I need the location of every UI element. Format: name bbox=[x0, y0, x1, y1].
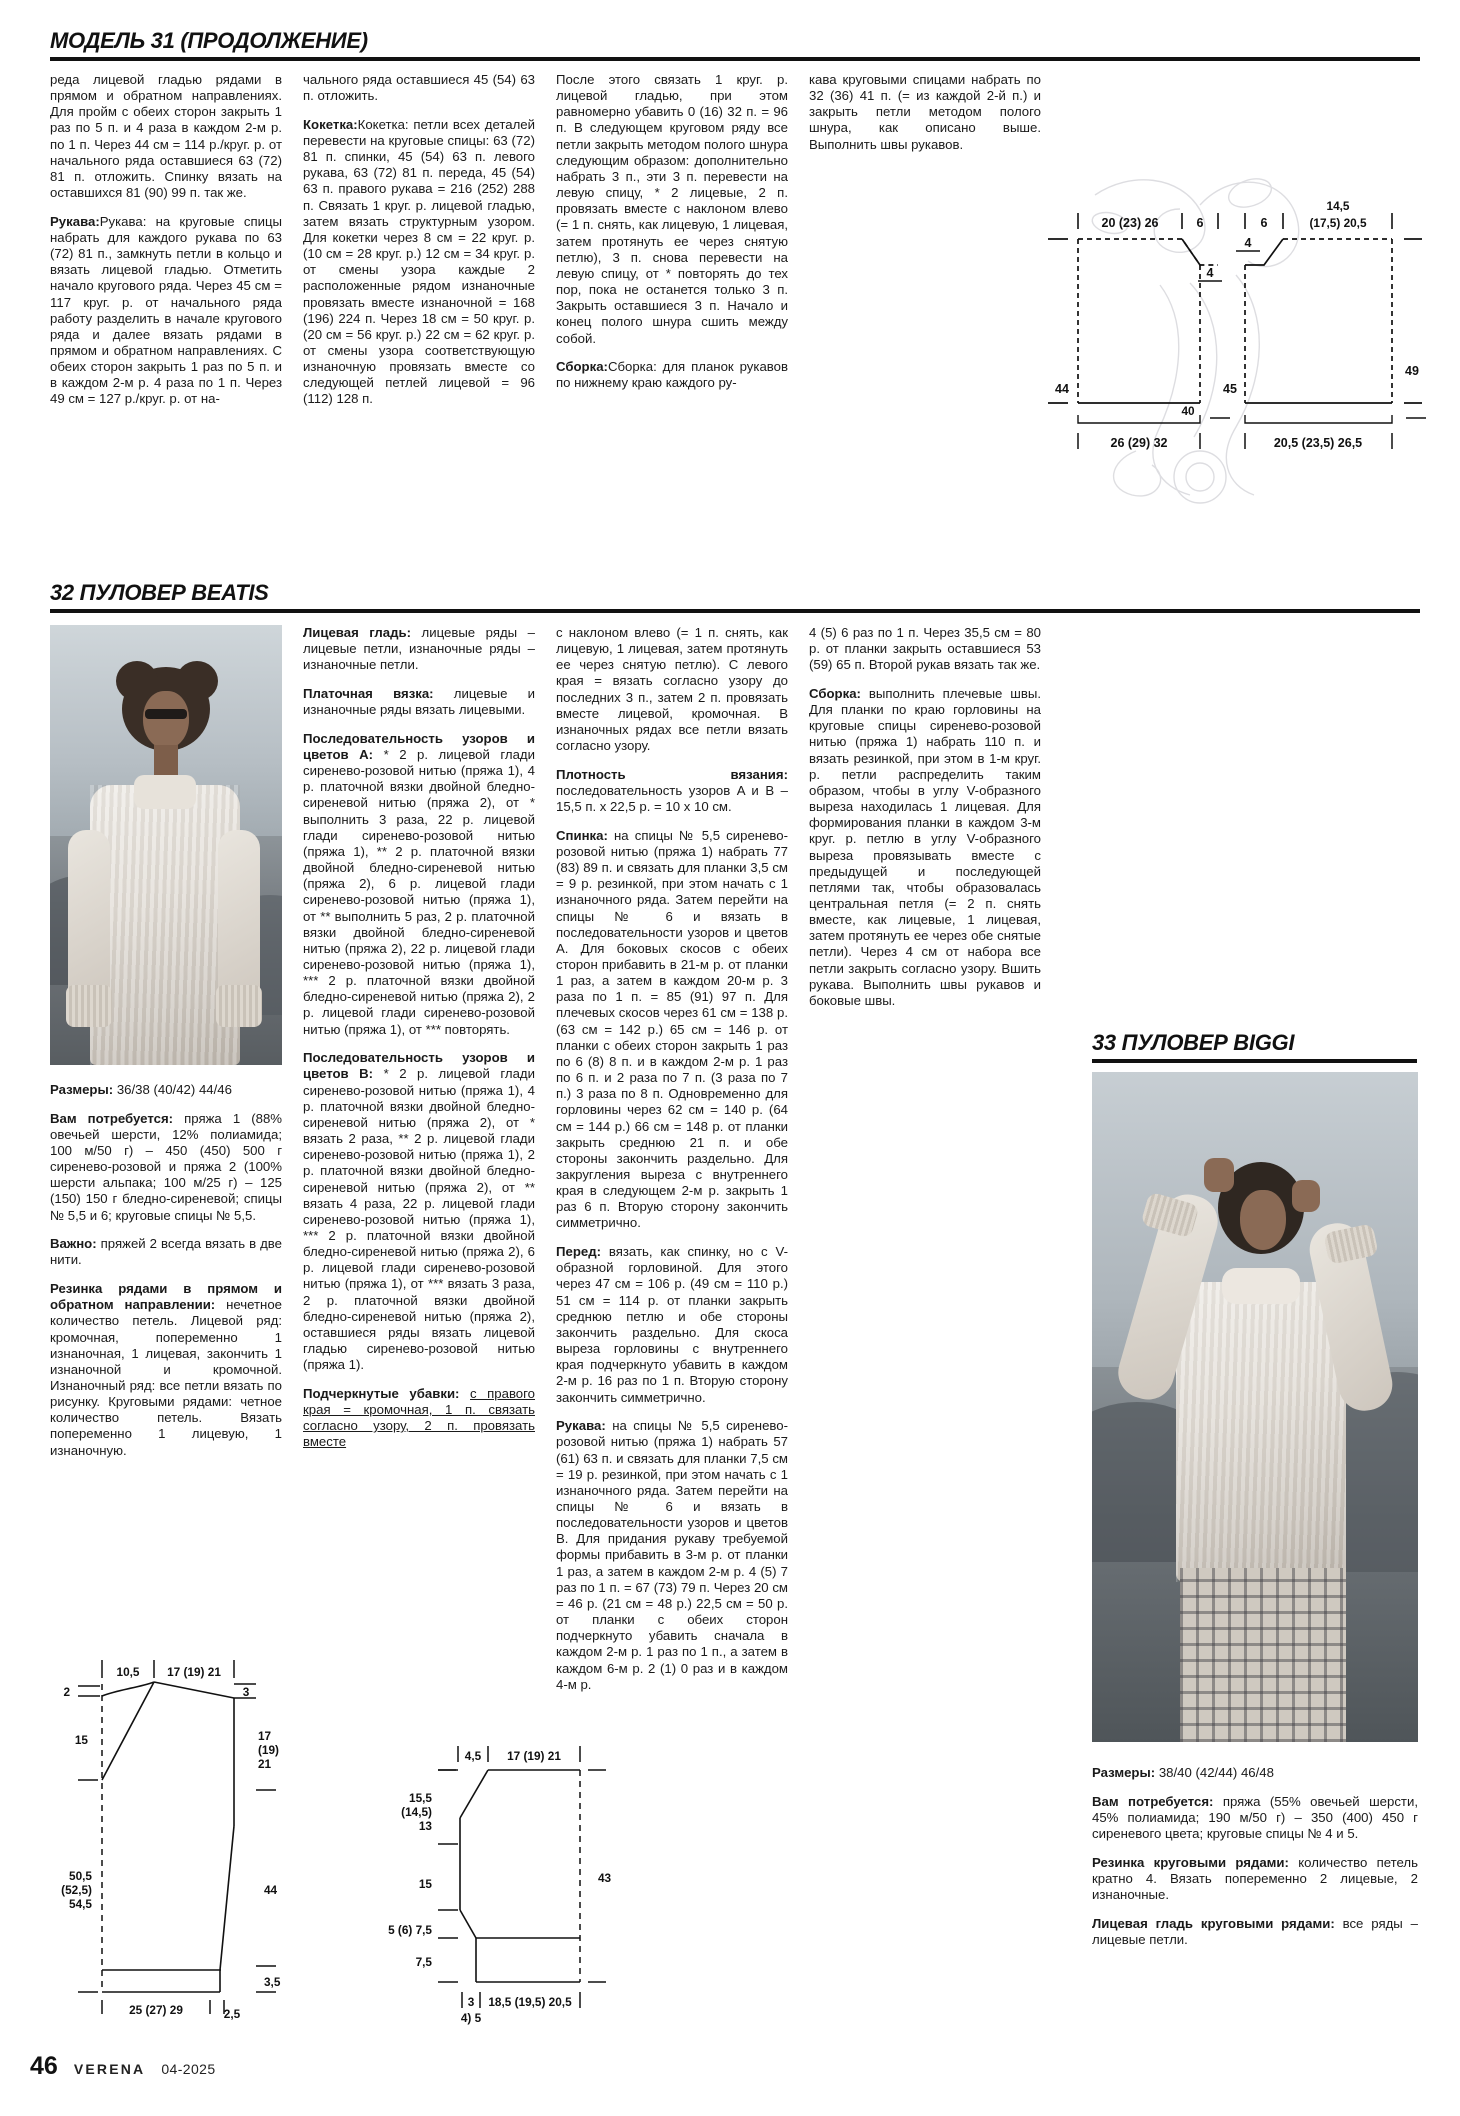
paragraph-text: Сборка: для планок рукавов по нижнему краю каждого ру- bbox=[556, 359, 788, 391]
dim-right-side-height: 49 bbox=[1405, 364, 1419, 378]
back-label: Спинка: bbox=[556, 827, 608, 843]
dim-right-17c: 21 bbox=[258, 1757, 272, 1771]
paragraph: кава круговыми спицами набрать по 32 (36) 41 п. (= из каждой 2-й п.) и закрыть петли методом полого шнура, как описано выше. Выполнить швы рукавов. bbox=[809, 72, 1041, 152]
dim-right-top-1: 6 bbox=[1260, 216, 1268, 230]
beatis-column-4 bbox=[809, 625, 1041, 1022]
garter-value: лицевые и изнаночные ряды вязать лицевыми. bbox=[303, 685, 535, 718]
page-footer bbox=[30, 2052, 216, 2081]
dim-sleeve-top-right: 17 (19) 21 bbox=[507, 1749, 561, 1763]
sizes-value: 38/40 (42/44) 46/48 bbox=[1158, 1765, 1274, 1780]
dim-sleeve-bottom-left: 3 bbox=[467, 1995, 475, 2009]
paragraph: чального ряда оставшиеся 45 (54) 63 п. отложить. bbox=[303, 72, 535, 104]
dim-right-44: 44 bbox=[264, 1883, 278, 1897]
paragraph-stst bbox=[1092, 1916, 1418, 1948]
dim-sleeve-top-left: 4,5 bbox=[464, 1749, 482, 1763]
assembly-label: Сборка: bbox=[809, 685, 861, 701]
dim-left-2: 2 bbox=[63, 1685, 70, 1699]
paragraph-gauge bbox=[556, 767, 788, 815]
beatis-sleeve-schematic bbox=[348, 1740, 628, 2030]
paragraph-seqB bbox=[303, 1050, 535, 1373]
paragraph: реда лицевой гладью рядами в прямом и обратном направлениях. Для пройм с обеих сторон закрыть 1 раз по 5 п. и 4 раза в каждом 2-м р. по 1 п. Через 44 см = 114 р./круг. р. от начального ряда оставшиеся 63 (72) 81 п. отложить. Спинку вязать на оставшихся 81 (90) 99 п. так же. bbox=[50, 72, 282, 201]
dim-left-inner-height: 40 bbox=[1181, 404, 1195, 418]
dec-underline: с правого края = кромочная, 1 п. связать согласно узору, 2 п. провязать вместе bbox=[303, 1385, 535, 1450]
seqA-label: Последовательность узоров и цветов A: bbox=[303, 730, 535, 762]
materials-value: пряжа 1 (88% овечьей шерсти, 12% полиамида; 100 м/50 г) – 450 (450) 500 г сиренево-розовой и пряжа 2 (100% шерсти альпака; 100 м/25 г) – 125 (150) 150 г бледно-сиреневой; спицы № 5,5 и 6; круговые спицы № 5,5. bbox=[50, 1110, 283, 1223]
dim-right-top-2b: (17,5) 20,5 bbox=[1309, 216, 1367, 230]
paragraph-seqA bbox=[303, 731, 535, 1038]
dec-label: Подчеркнутые убавки: bbox=[303, 1385, 460, 1401]
paragraph-text: Рукава: на круговые спицы набрать для каждого рукава по 63 (72) 81 п., замкнуть петли в кольцо и вязать лицевой гладью. Отметить начало кругового ряда. Через 45 см = 117 круг. р. от начального ряда работу разделить в начале кругового ряда и далее вязать рядами в прямом и обратном направлениях. С обеих сторон закрыть 1 раз по 5 п. и в каждом 2-м р. 4 раза по 1 п. Через 49 см = 127 р./круг. р. от на- bbox=[50, 213, 282, 407]
model31-column-2 bbox=[303, 72, 535, 420]
assembly-value: выполнить плечевые швы. Для планки по краю горловины на круговые спицы сиренево-розовой нитью (пряжа 1) набрать 110 п. и вязать резинкой, при этом в 1-м круг. р. петли распределить таким образом, чтобы в углу V-образного выреза находилась 1 лицевая. Для формирования планки в каждом 3-м круг. р. петлю в углу V-образного выреза провязывать вместе с предыдущей и последующей петлями так, чтобы образовалась центральная петля (= 2 п. снять вместе, как лицевые, 1 лицевая, затем протянуть ее через обе снятые петли). Через 4 см от набора все петли закрыть согласно узору. Вшить рукава. Выполнить швы рукавов и боковые швы. bbox=[809, 685, 1041, 1008]
paragraph-sizes bbox=[1092, 1765, 1418, 1781]
paragraph-assembly bbox=[809, 686, 1041, 1009]
seqB-label: Последовательность узоров и цветов B: bbox=[303, 1050, 535, 1082]
dim-sleeve-43: 43 bbox=[598, 1871, 612, 1885]
paragraph-materials bbox=[50, 1111, 282, 1224]
model31-column-3 bbox=[556, 72, 788, 404]
paragraph: После этого связать 1 круг. р. лицевой гладью, при этом равномерно убавить 0 (16) 32 п. = 96 п. В следующем круговом ряду все петли закрыть методом полого шнура следующим образом: дополнительно набрать 3 п., эти 3 п. перевести на левую спицу, * 2 лицевые, 2 п. провязать вместе с наклоном влево (= 1 п. снять, как лицевую, 1 лицевая, затем протянуть ее через снятую петлю), 3 п. снова перевести на левую спицу, от * повторять до тех пор, пока не останется только 3 п. Закрыть оставшиеся 3 п. Начало и конец полого шнура сшить между собой. bbox=[556, 72, 788, 346]
section-header-model-31: МОДЕЛЬ 31 (ПРОДОЛЖЕНИЕ) bbox=[50, 28, 1420, 61]
garter-label: Платочная вязка: bbox=[303, 685, 434, 701]
dim-sleeve-155c: 13 bbox=[418, 1819, 432, 1833]
lead-label: Кокетка: bbox=[303, 116, 358, 132]
important-value: пряжей 2 всегда вязать в две нити. bbox=[50, 1236, 282, 1268]
paragraph-sizes bbox=[50, 1082, 282, 1098]
sizes-label: Размеры: bbox=[50, 1082, 114, 1097]
dim-left-top-2: 6 bbox=[1196, 216, 1204, 230]
dim-bottom-small: 2,5 bbox=[223, 2007, 241, 2020]
model31-column-4 bbox=[809, 72, 1041, 165]
section-header-model-32: 32 ПУЛОВЕР BEATIS bbox=[50, 580, 1420, 613]
beatis-model-photo bbox=[50, 625, 282, 1065]
dim-right-step: 4 bbox=[1244, 236, 1252, 250]
paragraph-front bbox=[556, 1244, 788, 1406]
paragraph-rib bbox=[50, 1281, 282, 1459]
rib-value: количество петель кратно 4. Вязать попеременно 2 лицевые, 2 изнаночные. bbox=[1092, 1854, 1418, 1902]
dim-right-height: 45 bbox=[1223, 382, 1237, 396]
seqA-value: * 2 р. лицевой глади сиренево-розовой нитью (пряжа 1), 4 р. платочной вязки двойной бледно-сиреневой нитью (пряжа 2), от * выполнить 3 раза, 22 р. лицевой глади сиренево-розовой нитью (пряжа 1), ** 2 р. платочной вязки двойной бледно-сиреневой нитью (пряжа 2), 6 р. лицевой глади сиренево-розовой нитью (пряжа 1), от ** выполнить 5 раз, 2 р. платочной вязки двойной бледно-сиреневой нитью (пряжа 2), 22 р. лицевой глади сиренево-розовой нитью (пряжа 1), *** 2 р. платочной вязки двойной бледно-сиреневой нитью (пряжа 2), 2 р. лицевой глади сиренево-розовой нитью (пряжа 1), от *** повторять. bbox=[303, 746, 535, 1037]
rib-label: Резинка рядами в прямом и обратном направлении: bbox=[50, 1281, 282, 1313]
model-31-schematic bbox=[1040, 165, 1430, 515]
stst-value: лицевые ряды – лицевые петли, изнаночные ряды – изнаночные петли. bbox=[303, 625, 535, 673]
lead-label: Сборка: bbox=[556, 359, 608, 375]
stst-label: Лицевая гладь: bbox=[303, 625, 412, 640]
beatis-column-1 bbox=[50, 1082, 282, 1471]
paragraph bbox=[556, 359, 788, 391]
dim-right-top-2a: 14,5 bbox=[1326, 199, 1350, 213]
rib-value: нечетное количество петель. Лицевой ряд: кромочная, попеременно 1 изнаночная, 1 лицевая, закончить 1 изнаночной и кромочной. Изнаночный ряд: все петли вязать по рисунку. Круговыми рядами: четное количество петель. Вязать попеременно 1 лицевую, 1 изнаночную. bbox=[50, 1297, 282, 1458]
gauge-label: Плотность вязания: bbox=[556, 766, 788, 782]
sizes-label: Размеры: bbox=[1092, 1765, 1156, 1780]
rib-label: Резинка круговыми рядами: bbox=[1092, 1854, 1289, 1870]
sizes-value: 36/38 (40/42) 44/46 bbox=[116, 1082, 232, 1097]
important-label: Важно: bbox=[50, 1236, 97, 1252]
dim-sleeve-56: 5 (6) 7,5 bbox=[388, 1923, 432, 1937]
materials-label: Вам потребуется: bbox=[1092, 1793, 1214, 1809]
dim-sleeve-bottom-small: 4) 5 bbox=[460, 2011, 482, 2025]
paragraph-dec bbox=[303, 1386, 535, 1451]
dim-right-3: 3 bbox=[242, 1685, 250, 1699]
back-value: на спицы № 5,5 сиренево-розовой нитью (пряжа 1) набрать 77 (83) 89 п. и связать для планки 3,5 см = 9 р. резинкой, при этом начать с 1 изнаночного ряда. Затем перейти на спицы № 6 и вязать в последовательности узоров и цветов A. Для боковых скосов с обеих сторон прибавить в 21-м р. от планки 1 раз, а затем в каждом 20-м р. 3 раза по 1 п. = 85 (91) 97 п. Для плечевых скосов через 61 см = 138 р. (63 см = 142 р.) 65 см = 146 р. от планки с обеих сторон закрыть 1 раз по 6 (8) 8 п. и в каждом 2-м р. 1 раз по 6 п. и 2 раза по 7 п. (3 раза по 7 п.) 3 раза по 8 п. Одновременно для горловины через 62 см = 140 р. (64 см = 144 р.) 66 см = 148 р. от планки закрыть среднюю 21 п. и обе стороны закончить раздельно. Для закругления выреза с внутреннего края в следующем 2-м р. закрыть 1 раз 6 п. Вторую сторону закончить симметрично. bbox=[556, 827, 788, 1231]
dim-left-bottom: 26 (29) 32 bbox=[1110, 436, 1168, 450]
paragraph-garter bbox=[303, 686, 535, 718]
dim-left-height: 44 bbox=[1055, 382, 1069, 396]
dim-top-left: 10,5 bbox=[116, 1665, 140, 1679]
paragraph-important bbox=[50, 1236, 282, 1268]
dim-bottom: 25 (27) 29 bbox=[129, 2003, 183, 2017]
magazine-name: VERENA bbox=[73, 2061, 146, 2077]
materials-label: Вам потребуется: bbox=[50, 1110, 174, 1126]
biggi-column bbox=[1092, 1765, 1418, 1960]
materials-value: пряжа (55% овечьей шерсти, 45% полиамида; 190 м/50 г) – 350 (400) 450 г сиреневого цвета; круговые спицы № 4 и 5. bbox=[1092, 1793, 1418, 1841]
dim-right-17b: (19) bbox=[258, 1743, 279, 1757]
dim-left-15: 15 bbox=[74, 1733, 88, 1747]
front-label: Перед: bbox=[556, 1244, 601, 1260]
dim-right-35: 3,5 bbox=[264, 1975, 281, 1989]
paragraph bbox=[303, 117, 535, 408]
stst-value: все ряды – лицевые петли. bbox=[1092, 1915, 1418, 1947]
beatis-column-3 bbox=[556, 625, 788, 1705]
beatis-body-schematic bbox=[42, 1640, 312, 2020]
page-number: 46 bbox=[30, 2052, 58, 2080]
seqB-value: * 2 р. лицевой глади сиренево-розовой нитью (пряжа 1), 4 р. платочной вязки двойной бледно-сиреневой нитью (пряжа 2), от * вязать 2 раза, ** 2 р. лицевой глади сиренево-розовой нитью (пряжа 1), 2 р. платочной вязки двойной бледно-сиреневой нитью (пряжа 2), от ** вязать 4 раза, 22 р. лицевой глади сиренево-розовой нитью (пряжа 1), *** 2 р. платочной вязки двойной бледно-сиреневой нитью (пряжа 2), 6 р. лицевой глади сиренево-розовой нитью (пряжа 1), от *** вязать 3 раза, 2 р. платочной вязки двойной бледно-сиреневой нитью (пряжа 2), оставшиеся ряды вязать лицевой гладью сиренево-розовой нитью (пряжа 1). bbox=[303, 1066, 535, 1373]
stst-label: Лицевая гладь круговыми рядами: bbox=[1092, 1915, 1335, 1931]
paragraph: с наклоном влево (= 1 п. снять, как лицевую, 1 лицевая, затем протянуть ее через снятую петлю). С левого края = вязать согласно узору до последних 3 п., затем 2 п. провязать вместе лицевой, кромочная. В изнаночных рядах все петли вязать согласно узору. bbox=[556, 625, 788, 754]
issue-date: 04-2025 bbox=[161, 2061, 216, 2077]
paragraph-rib bbox=[1092, 1855, 1418, 1903]
dim-left-top-1: 20 (23) 26 bbox=[1101, 216, 1159, 230]
sleeve-value: на спицы № 5,5 сиренево-розовой нитью (пряжа 1) набрать 57 (61) 63 п. и связать для планки 7,5 см = 19 р. резинкой, при этом начать с 1 изнаночного ряда. Затем перейти на спицы № 6 и вязать в последовательности узоров и цветов B. Для придания рукаву требуемой формы прибавить в 3-м р. от планки 1 раз, а затем в каждом 2-м р. 4 (5) 7 раз по 1 п. = 67 (73) 79 п. Через 20 см = 46 р. (21 см = 48 р.) 22,5 см = 50 р. от планки с обеих сторон подчеркнуто убавить сначала в каждом 2-м р. 1 раз по 1 п., а затем в каждом 6-м р. 2 (1) 0 раз и в каждом 4-м р. bbox=[556, 1418, 788, 1692]
dim-left-step: 4 bbox=[1206, 266, 1214, 280]
dim-top-right: 17 (19) 21 bbox=[167, 1665, 221, 1679]
dim-left-total-a: 50,5 bbox=[69, 1869, 92, 1883]
beatis-column-2 bbox=[303, 625, 535, 1463]
paragraph-back bbox=[556, 828, 788, 1232]
section-header-model-33: 33 ПУЛОВЕР BIGGI bbox=[1092, 1030, 1417, 1063]
paragraph-text: Кокетка: петли всех деталей перевести на круговые спицы: 63 (72) 81 п. спинки, 45 (54) 63 п. левого рукава, 63 (72) 81 п. переда, 45 (54) 63 п. правого рукава = 216 (252) 288 п. Связать 1 круг. р. лицевой гладью, затем вязать структурным узором. Для кокетки через 8 см = 22 круг. р. (10 см = 28 круг. р.) 12 см = 34 круг. р. от смены узора каждые 2 расположенные рядом изнаночные провязать вместе изнаночной = 168 (196) 224 п. Через 18 см = 50 круг. р. (20 см = 56 круг. р.) 22 см = 62 круг. р. от смены узора соответствующую изнаночную провязать вместе со следующей петлей лицевой = 96 (112) 128 п. bbox=[303, 116, 535, 407]
paragraph-stst bbox=[303, 625, 535, 673]
front-value: вязать, как спинку, но с V-образной горловиной. Для этого через 47 см = 106 р. (49 см = 110 р.) 51 см = 114 р. от планки закрыть среднюю петлю и обе стороны закончить раздельно. Для скоса выреза горловины с внутреннего края подчеркнуто убавить в каждом 2-м р. 16 раз по 1 п. Вторую сторону закончить симметрично. bbox=[556, 1244, 788, 1405]
gauge-value: последовательность узоров A и B – 15,5 п. х 22,5 р. = 10 x 10 см. bbox=[556, 782, 788, 815]
lead-label: Рукава: bbox=[50, 213, 100, 229]
paragraph-materials bbox=[1092, 1794, 1418, 1842]
paragraph: 4 (5) 6 раз по 1 п. Через 35,5 см = 80 р. от планки закрыть оставшиеся 53 (59) 65 п. Второй рукав вязать так же. bbox=[809, 625, 1041, 673]
dim-sleeve-155b: (14,5) bbox=[401, 1805, 432, 1819]
dim-sleeve-75: 7,5 bbox=[415, 1955, 432, 1969]
dim-sleeve-bottom: 18,5 (19,5) 20,5 bbox=[488, 1995, 572, 2009]
dim-right-bottom: 20,5 (23,5) 26,5 bbox=[1273, 436, 1363, 450]
biggi-model-photo bbox=[1092, 1072, 1418, 1742]
sleeve-label: Рукава: bbox=[556, 1418, 606, 1434]
dim-left-total-b: (52,5) bbox=[61, 1883, 92, 1897]
dim-sleeve-155a: 15,5 bbox=[409, 1791, 432, 1805]
model31-column-1 bbox=[50, 72, 282, 420]
dim-sleeve-15: 15 bbox=[418, 1877, 432, 1891]
paragraph bbox=[50, 214, 282, 408]
dim-right-17a: 17 bbox=[258, 1729, 272, 1743]
paragraph-sleeve bbox=[556, 1418, 788, 1693]
dim-left-total-c: 54,5 bbox=[69, 1897, 92, 1911]
